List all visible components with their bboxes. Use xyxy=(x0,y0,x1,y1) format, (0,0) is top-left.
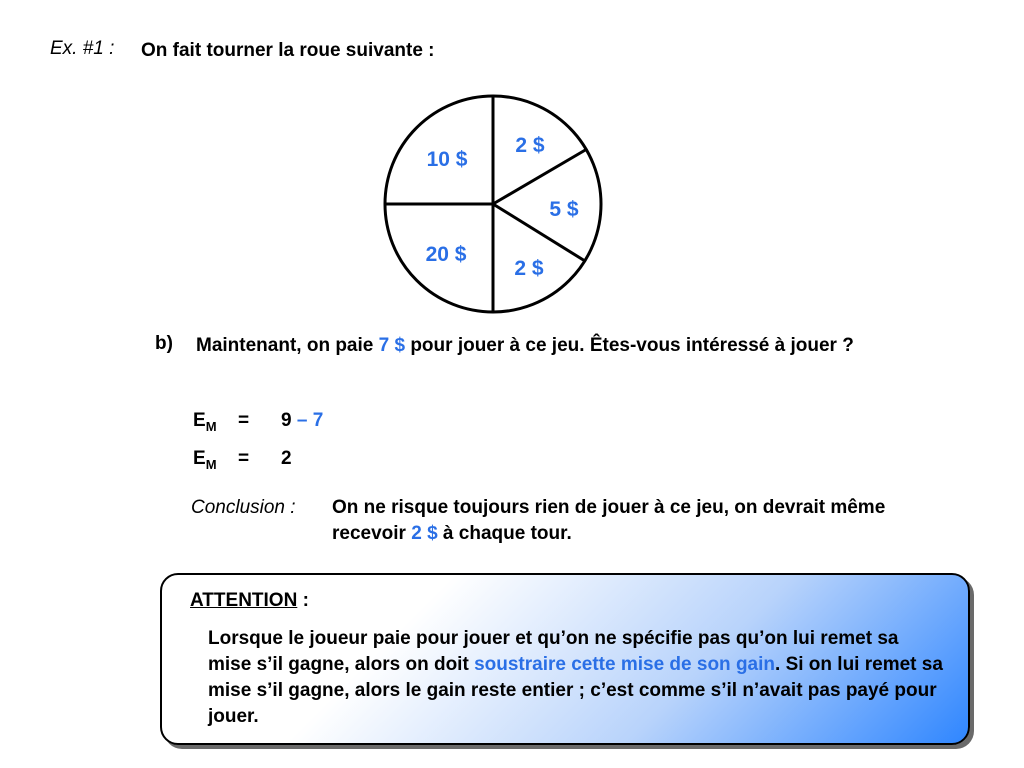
attention-text-part: Lorsque le joueur paie pour jouer et qu’on ne spécifie pas qu’on lui remet sa mise s’il gagne, alors on doit xyxy=(208,628,899,675)
wheel-sector-label: 5 $ xyxy=(549,198,579,221)
question-letter: b) xyxy=(155,333,173,354)
attention-text-part: . Si on lui remet sa mise s’il gagne, alors le gain reste entier ; c’est comme s’il n’avait pas payé pour jouer. xyxy=(208,654,943,727)
example-title: On fait tourner la roue suivante : xyxy=(141,40,435,61)
attention-title xyxy=(190,590,309,612)
equals-sign: = xyxy=(238,448,250,469)
conclusion-amount-highlight: 2 $ xyxy=(411,523,438,544)
expected-value-line xyxy=(193,448,292,472)
conclusion-text xyxy=(332,495,924,547)
question-price-highlight: 7 $ xyxy=(378,335,406,356)
attention-title-word: ATTENTION xyxy=(190,590,298,611)
expected-value-symbol: E xyxy=(193,448,206,469)
equals-sign: = xyxy=(238,410,250,431)
attention-title-suffix: : xyxy=(297,590,309,611)
conclusion-label: Conclusion : xyxy=(191,497,296,518)
wheel-sector-label: 2 $ xyxy=(514,257,544,280)
subtracted-value: 7 xyxy=(312,410,324,431)
expected-value-expression xyxy=(281,410,323,432)
conclusion-text-part: On ne risque toujours rien de jouer à ce jeu, on devrait même recevoir xyxy=(332,497,886,544)
expected-value-subscript: M xyxy=(205,457,217,472)
expected-value-subscript: M xyxy=(205,419,217,434)
attention-highlight: soustraire cette mise de son gain xyxy=(474,654,776,675)
attention-box xyxy=(160,573,970,745)
wheel-sector-label: 10 $ xyxy=(426,148,468,171)
wheel-sector-label: 20 $ xyxy=(425,243,467,266)
conclusion-text-part: à chaque tour. xyxy=(437,523,572,544)
example-label: Ex. #1 : xyxy=(50,38,115,59)
expected-value-line xyxy=(193,410,324,434)
prize-wheel xyxy=(383,93,605,315)
question-text xyxy=(196,333,928,358)
question-text-part: Maintenant, on paie xyxy=(196,335,379,356)
attention-text xyxy=(208,626,943,730)
minus-sign: – xyxy=(296,410,308,431)
expected-value-result: 2 xyxy=(281,448,292,469)
question-text-part: pour jouer à ce jeu. Êtes-vous intéressé à jouer ? xyxy=(405,335,854,356)
wheel-sector-label: 2 $ xyxy=(515,134,545,157)
expected-value-symbol: E xyxy=(193,410,206,431)
expected-value-number: 9 xyxy=(281,410,292,431)
